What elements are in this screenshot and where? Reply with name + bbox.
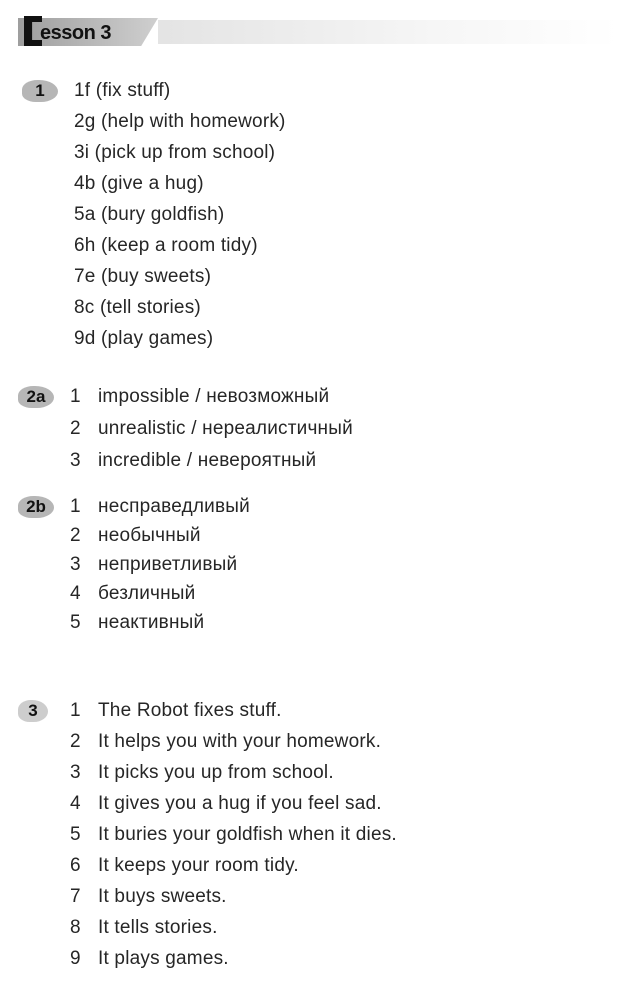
ex3-item-6: It keeps your room tidy. (98, 855, 299, 876)
ex1-item-3: 3i (pick up from school) (74, 142, 276, 163)
ex2a-item-2: unrealistic / нереалистичный (98, 418, 353, 439)
lesson-header (18, 14, 618, 48)
ex2b-num-3: 3 (70, 554, 81, 575)
ex2b-num-5: 5 (70, 612, 81, 633)
ex3-num-7: 7 (70, 886, 81, 907)
ex3-item-8: It tells stories. (98, 917, 218, 938)
ex2a-num-3: 3 (70, 450, 81, 471)
exercise-3-badge: 3 (18, 700, 48, 722)
ex2a-num-1: 1 (70, 386, 81, 407)
ex3-item-3: It picks you up from school. (98, 762, 334, 783)
exercise-2a-badge: 2a (18, 386, 54, 408)
ex2b-item-1: несправедливый (98, 496, 250, 517)
ex2a-item-3: incredible / невероятный (98, 450, 317, 471)
ex3-item-2: It helps you with your homework. (98, 731, 382, 752)
ex2a-num-2: 2 (70, 418, 81, 439)
ex3-num-2: 2 (70, 731, 81, 752)
ex2b-item-3: неприветливый (98, 554, 238, 575)
lesson-title: esson 3 (40, 22, 111, 44)
header-banner (158, 20, 618, 44)
ex3-item-5: It buries your goldfish when it dies. (98, 824, 397, 845)
ex3-num-3: 3 (70, 762, 81, 783)
ex3-num-6: 6 (70, 855, 81, 876)
ex2b-item-2: необычный (98, 525, 201, 546)
ex1-item-4: 4b (give a hug) (74, 173, 204, 194)
ex1-item-8: 8c (tell stories) (74, 297, 201, 318)
ex1-item-1: 1f (fix stuff) (74, 80, 171, 101)
ex1-item-7: 7e (buy sweets) (74, 266, 212, 287)
ex1-item-2: 2g (help with homework) (74, 111, 286, 132)
ex3-num-1: 1 (70, 700, 81, 721)
ex3-item-9: It plays games. (98, 948, 229, 969)
ex2b-num-2: 2 (70, 525, 81, 546)
exercise-1-badge: 1 (22, 80, 58, 102)
ex3-num-8: 8 (70, 917, 81, 938)
ex1-item-5: 5a (bury goldfish) (74, 204, 225, 225)
exercise-2b-badge: 2b (18, 496, 54, 518)
ex3-item-1: The Robot fixes stuff. (98, 700, 282, 721)
ex3-num-4: 4 (70, 793, 81, 814)
ex2a-item-1: impossible / невозможный (98, 386, 330, 407)
ex3-item-7: It buys sweets. (98, 886, 227, 907)
ex3-num-9: 9 (70, 948, 81, 969)
ex3-item-4: It gives you a hug if you feel sad. (98, 793, 382, 814)
ex2b-item-4: безличный (98, 583, 196, 604)
ex2b-num-1: 1 (70, 496, 81, 517)
ex3-num-5: 5 (70, 824, 81, 845)
ex2b-item-5: неактивный (98, 612, 205, 633)
ex1-item-6: 6h (keep a room tidy) (74, 235, 258, 256)
ex1-item-9: 9d (play games) (74, 328, 214, 349)
ex2b-num-4: 4 (70, 583, 81, 604)
